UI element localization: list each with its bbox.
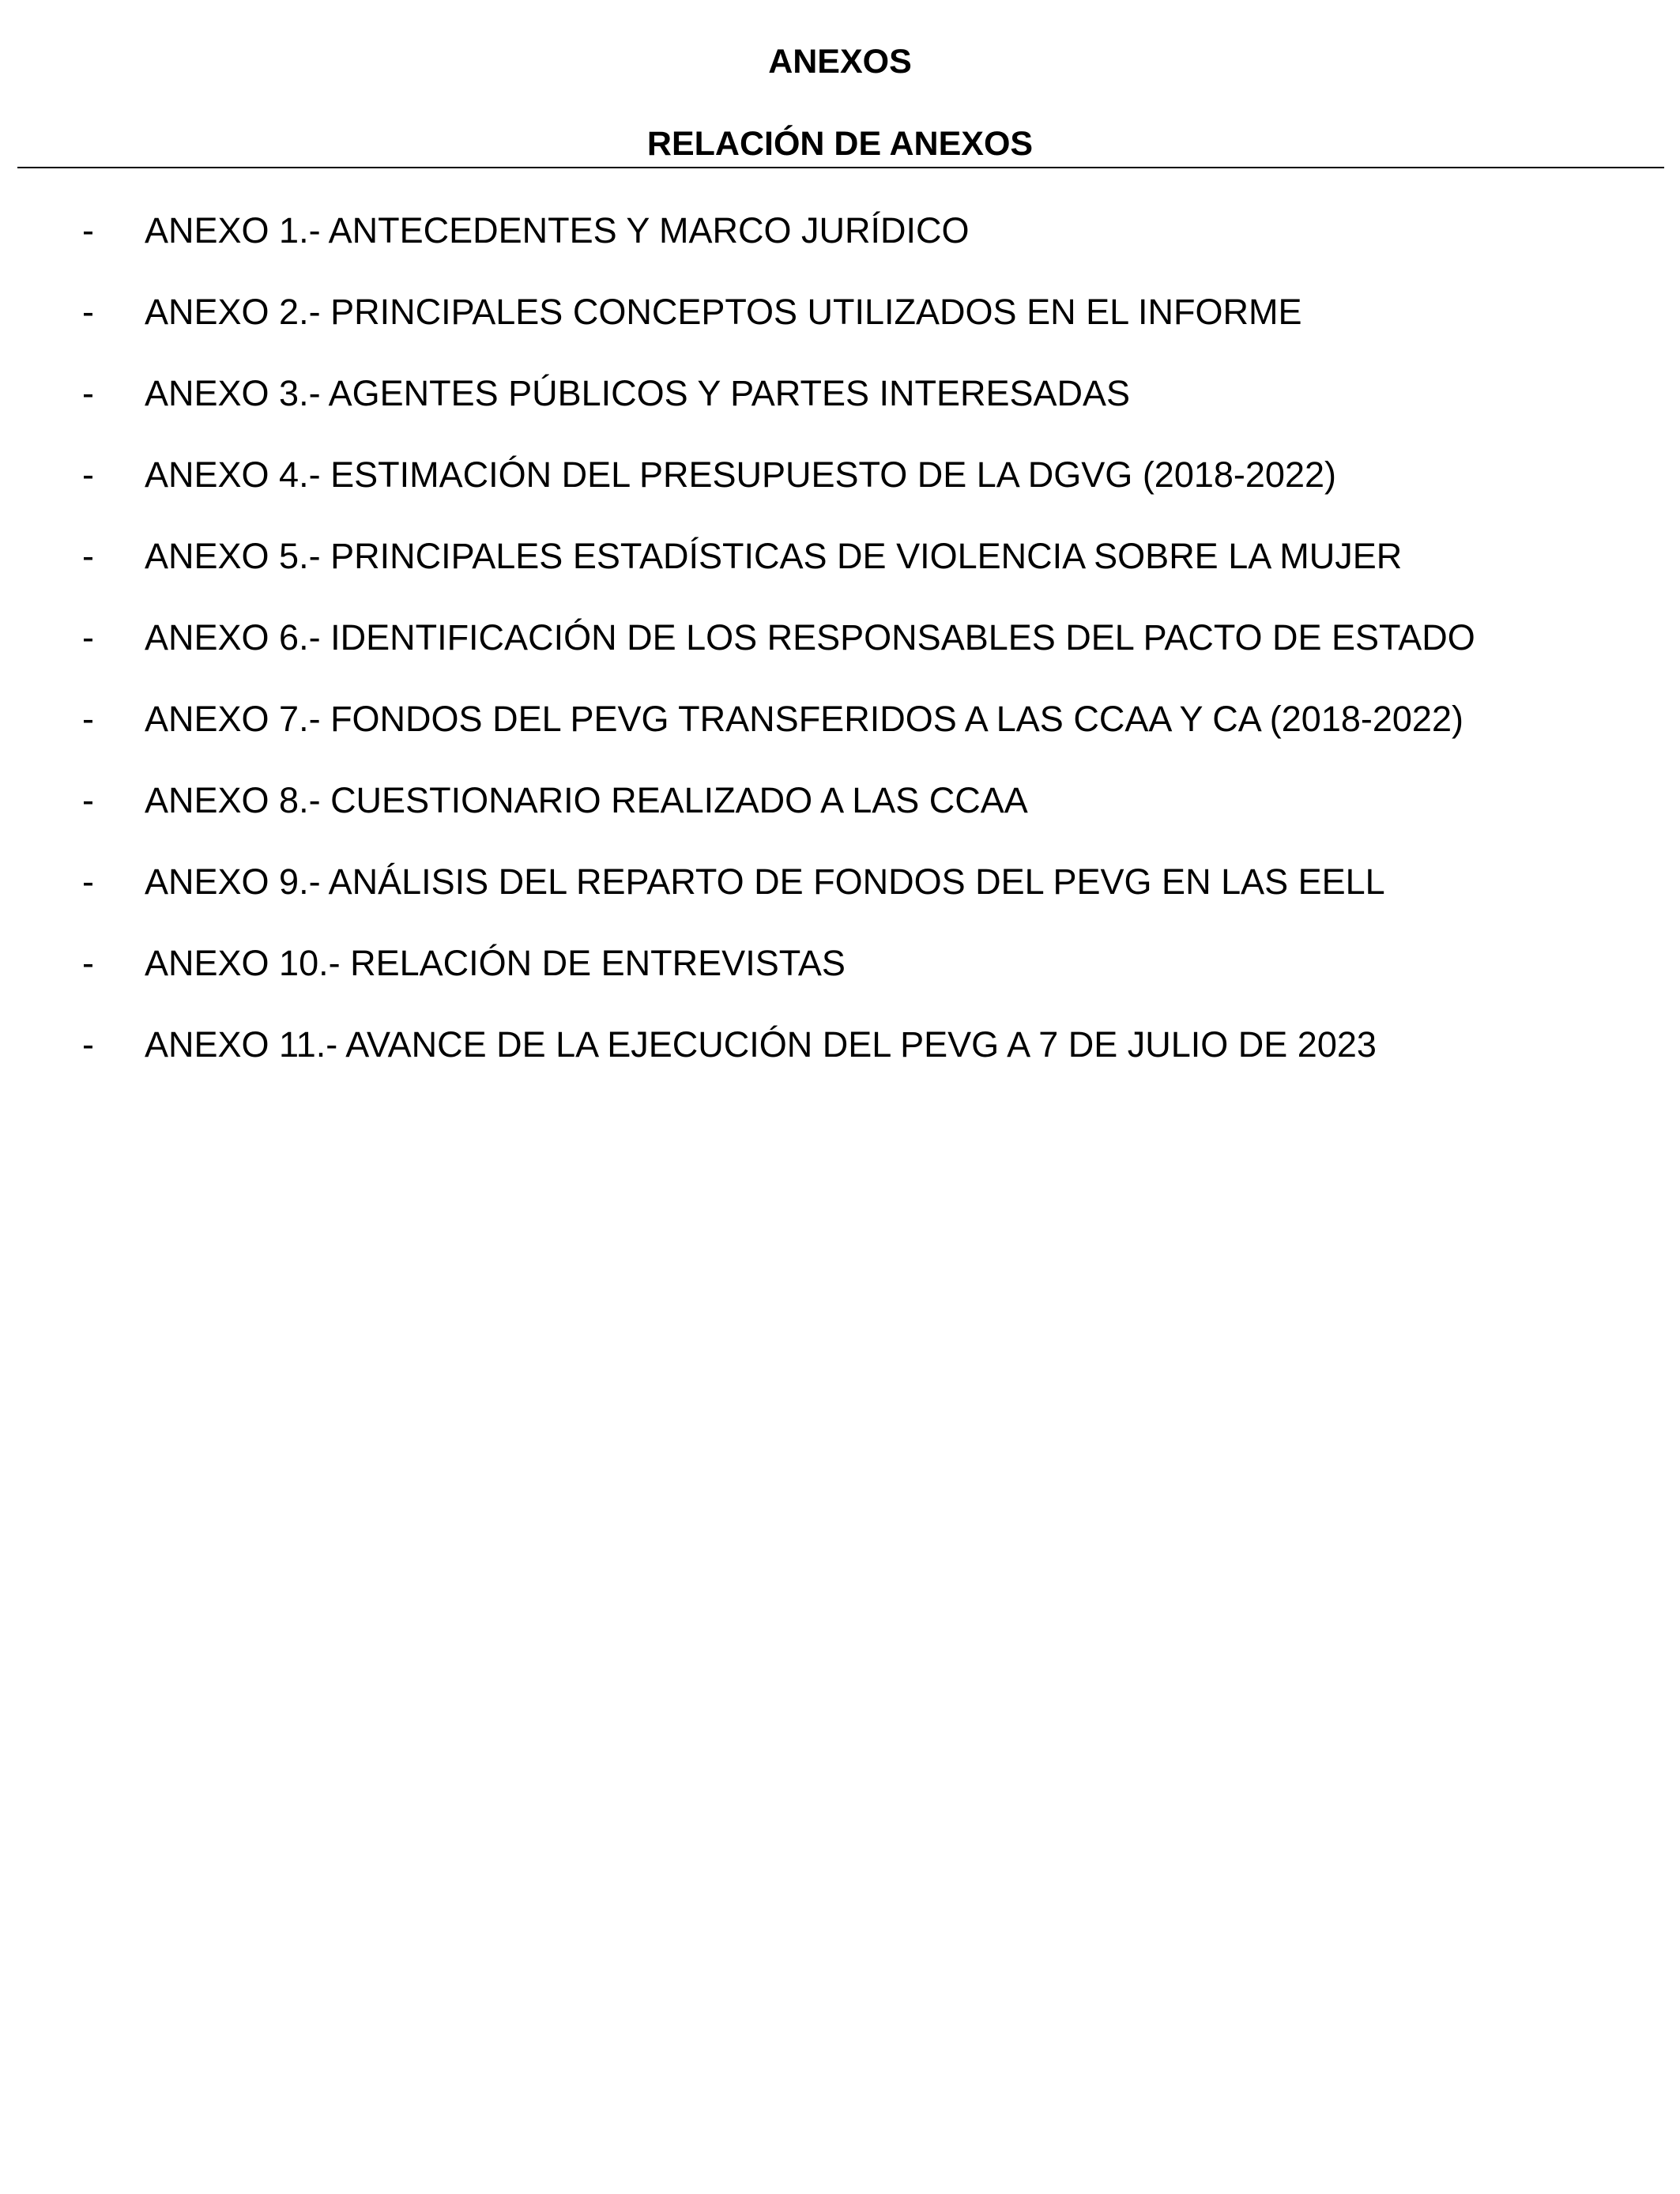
annex-label: ANEXO 11.- AVANCE DE LA EJECUCIÓN DEL PEVG A 7 DE JULIO DE 2023: [145, 1024, 1377, 1065]
annex-item-11: [0, 1021, 1680, 1103]
annex-label: ANEXO 8.- CUESTIONARIO REALIZADO A LAS CCAA: [145, 780, 1028, 820]
annex-list: [0, 207, 1680, 1103]
list-bullet: -: [82, 373, 94, 413]
annex-item-7: [0, 696, 1680, 777]
list-bullet: -: [82, 780, 94, 820]
annex-label: ANEXO 1.- ANTECEDENTES Y MARCO JURÍDICO: [145, 210, 970, 251]
annex-label: ANEXO 6.- IDENTIFICACIÓN DE LOS RESPONSABLES DEL PACTO DE ESTADO: [145, 617, 1475, 658]
section-title: RELACIÓN DE ANEXOS: [646, 125, 1034, 163]
annex-label: ANEXO 4.- ESTIMACIÓN DEL PRESUPUESTO DE LA DGVG (2018-2022): [145, 454, 1336, 495]
annex-item-8: [0, 777, 1680, 858]
annex-label: ANEXO 7.- FONDOS DEL PEVG TRANSFERIDOS A LAS CCAA Y CA (2018-2022): [145, 699, 1463, 739]
annex-item-10: [0, 940, 1680, 1021]
list-bullet: -: [82, 454, 94, 495]
title-divider: [17, 167, 1664, 168]
annex-item-2: [0, 288, 1680, 370]
annex-item-5: [0, 533, 1680, 614]
annex-label: ANEXO 9.- ANÁLISIS DEL REPARTO DE FONDOS DEL PEVG EN LAS EELL: [145, 861, 1385, 902]
annex-item-3: [0, 370, 1680, 451]
annex-item-1: [0, 207, 1680, 288]
list-bullet: -: [82, 699, 94, 739]
annex-label: ANEXO 2.- PRINCIPALES CONCEPTOS UTILIZADOS EN EL INFORME: [145, 292, 1302, 332]
annex-item-6: [0, 614, 1680, 696]
annex-label: ANEXO 3.- AGENTES PÚBLICOS Y PARTES INTERESADAS: [145, 373, 1131, 413]
annex-item-9: [0, 858, 1680, 940]
list-bullet: -: [82, 536, 94, 576]
list-bullet: -: [82, 943, 94, 983]
list-bullet: -: [82, 210, 94, 251]
annex-label: ANEXO 10.- RELACIÓN DE ENTREVISTAS: [145, 943, 846, 983]
page-title: ANEXOS: [768, 43, 912, 81]
list-bullet: -: [82, 617, 94, 658]
annex-label: ANEXO 5.- PRINCIPALES ESTADÍSTICAS DE VIOLENCIA SOBRE LA MUJER: [145, 536, 1403, 576]
list-bullet: -: [82, 861, 94, 902]
list-bullet: -: [82, 1024, 94, 1065]
list-bullet: -: [82, 292, 94, 332]
annex-item-4: [0, 451, 1680, 533]
